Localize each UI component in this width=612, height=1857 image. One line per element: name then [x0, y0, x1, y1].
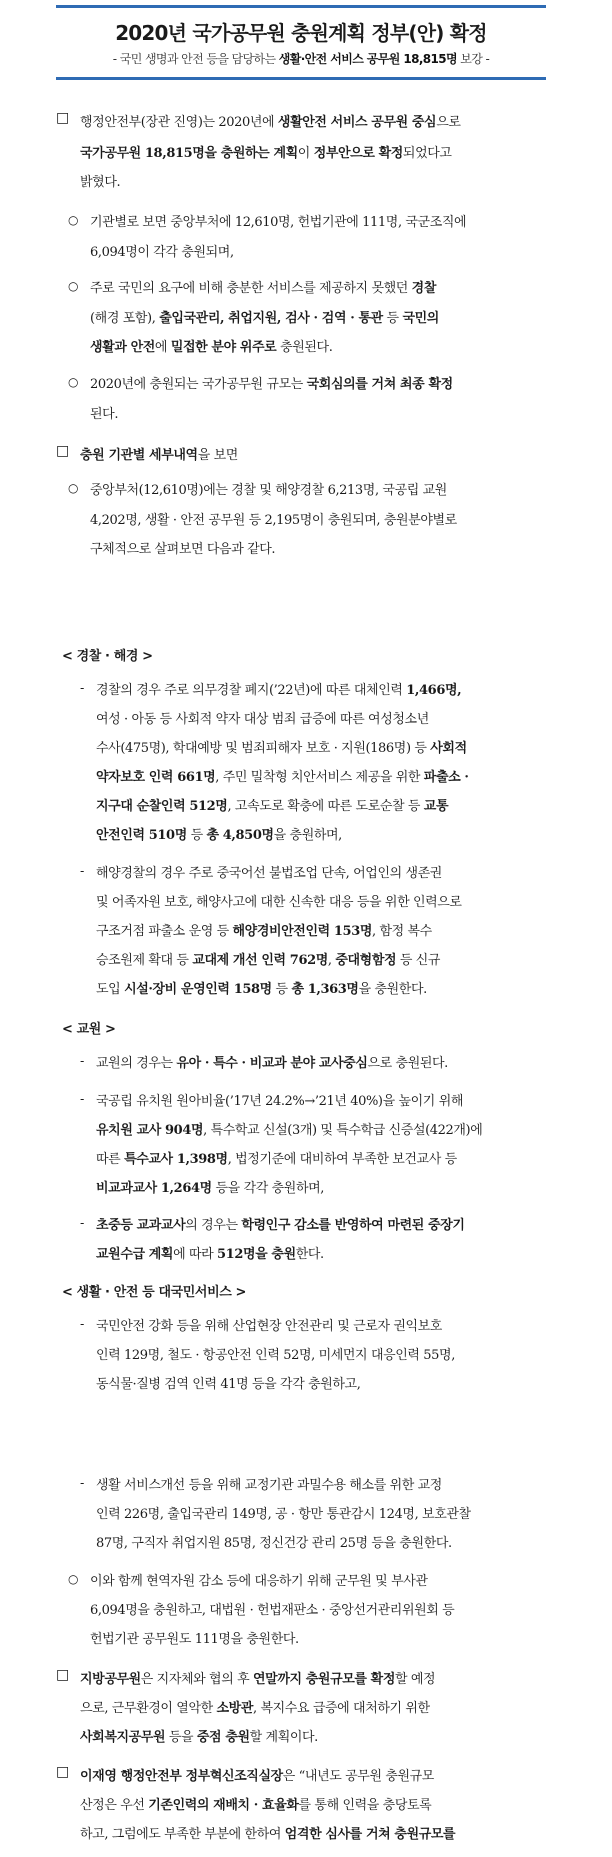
- paragraph-line: 2020년에 충원되는 국가공무원 규모는 국회심의를 거쳐 최종 확정: [90, 377, 453, 392]
- circle-bullet: ○: [68, 375, 79, 389]
- paragraph-line: 생활과 안전에 밀접한 분야 위주로 충원된다.: [90, 340, 333, 355]
- top-blue-rule: [56, 5, 546, 8]
- paragraph-line: 동식물·질병 검역 인력 41명 등을 각각 충원하고,: [96, 1377, 361, 1392]
- paragraph-line: 안전인력 510명 등 총 4,850명을 충원하며,: [96, 828, 342, 843]
- section-heading-public-services: < 생활 · 안전 등 대국민서비스 >: [62, 1285, 247, 1300]
- paragraph-line: 교원의 경우는 유아 · 특수 · 비교과 분야 교사중심으로 충원된다.: [96, 1056, 448, 1071]
- section-heading-teachers: < 교원 >: [62, 1022, 116, 1037]
- dash-bullet: -: [80, 1317, 84, 1331]
- paragraph-line: 중앙부처(12,610명)에는 경찰 및 해양경찰 6,213명, 국공립 교원: [90, 483, 447, 498]
- section-heading-police: < 경찰 · 해경 >: [62, 649, 153, 664]
- square-bullet: □: [56, 1764, 69, 1780]
- circle-bullet: ○: [68, 481, 79, 495]
- paragraph-line: 여성 · 아동 등 사회적 약자 대상 범죄 급증에 따른 여성청소년: [96, 712, 429, 727]
- paragraph-line: 주로 국민의 요구에 비해 충분한 서비스를 제공하지 못했던 경찰: [90, 281, 436, 296]
- paragraph-line: 사회복지공무원 등을 중점 충원할 계획이다.: [80, 1730, 318, 1745]
- paragraph-line: 하고, 그럼에도 부족한 부분에 한하여 엄격한 심사를 거쳐 충원규모를: [80, 1827, 456, 1842]
- subtitle-text-end: 보강 -: [457, 52, 490, 66]
- paragraph-line: 교원수급 계획에 따라 512명을 충원한다.: [96, 1247, 324, 1262]
- paragraph-line: 기관별로 보면 중앙부처에 12,610명, 헌법기관에 111명, 국군조직에: [90, 215, 467, 230]
- paragraph-line: 6,094명을 충원하고, 대법원 · 헌법재판소 · 중앙선거관리위원회 등: [90, 1603, 455, 1618]
- circle-bullet: ○: [68, 1572, 79, 1586]
- paragraph-line: 지구대 순찰인력 512명, 고속도로 확충에 따른 도로순찰 등 교통: [96, 799, 449, 814]
- paragraph-line: 지방공무원은 지자체와 협의 후 연말까지 충원규모를 확정할 예정: [80, 1672, 436, 1687]
- page-title: 2020년 국가공무원 충원계획 정부(안) 확정: [115, 21, 487, 45]
- dash-bullet: -: [80, 1476, 84, 1490]
- subtitle-text: - 국민 생명과 안전 등을 담당하는: [112, 52, 279, 66]
- paragraph-line: 초중등 교과교사의 경우는 학령인구 감소를 반영하여 마련된 중장기: [96, 1218, 465, 1233]
- paragraph-line: 87명, 구직자 취업지원 85명, 정신건강 관리 25명 등을 충원한다.: [96, 1536, 452, 1551]
- paragraph-line: 충원 기관별 세부내역을 보면: [80, 448, 238, 463]
- paragraph-line: 약자보호 인력 661명, 주민 밀착형 치안서비스 제공을 위한 파출소 ·: [96, 770, 469, 785]
- paragraph-line: 국공립 유치원 원아비율(’17년 24.2%→’21년 40%)을 높이기 위해: [96, 1094, 464, 1109]
- subtitle-highlight: 생활·안전 서비스 공무원 18,815명: [278, 52, 458, 66]
- paragraph-line: 국민안전 강화 등을 위해 산업현장 안전관리 및 근로자 권익보호: [96, 1319, 442, 1334]
- paragraph-line: 생활 서비스개선 등을 위해 교정기관 과밀수용 해소를 위한 교정: [96, 1478, 442, 1493]
- paragraph-line: 산정은 우선 기존인력의 재배치 · 효율화를 통해 인력을 충당토록: [80, 1798, 432, 1813]
- paragraph-line: 따른 특수교사 1,398명, 법정기준에 대비하여 부족한 보건교사 등: [96, 1152, 457, 1167]
- paragraph-line: 경찰의 경우 주로 의무경찰 폐지(’22년)에 따른 대체인력 1,466명,: [96, 683, 462, 698]
- paragraph-line: 인력 226명, 출입국관리 149명, 공 · 항만 통관감시 124명, 보호관찰: [96, 1507, 471, 1522]
- paragraph-line: 국가공무원 18,815명을 충원하는 계획이 정부안으로 확정되었다고: [80, 146, 452, 161]
- paragraph-line: 6,094명이 각각 충원되며,: [90, 245, 234, 260]
- dash-bullet: -: [80, 1054, 84, 1068]
- paragraph-line: 비교과교사 1,264명 등을 각각 충원하며,: [96, 1181, 324, 1196]
- paragraph-line: 4,202명, 생활 · 안전 공무원 등 2,195명이 충원되며, 충원분야별로: [90, 513, 457, 528]
- dash-bullet: -: [80, 681, 84, 695]
- paragraph-line: 수사(475명), 학대예방 및 범죄피해자 보호 · 지원(186명) 등 사회적: [96, 741, 467, 756]
- paragraph-line: 및 어족자원 보호, 해양사고에 대한 신속한 대응 등을 위한 인력으로: [96, 895, 462, 910]
- dash-bullet: -: [80, 1216, 84, 1230]
- paragraph-line: 인력 129명, 철도 · 항공안전 인력 52명, 미세먼지 대응인력 55명,: [96, 1348, 455, 1363]
- paragraph-line: 행정안전부(장관 진영)는 2020년에 생활안전 서비스 공무원 중심으로: [80, 115, 461, 130]
- circle-bullet: ○: [68, 213, 79, 227]
- bottom-blue-rule: [56, 77, 546, 80]
- square-bullet: □: [56, 1667, 69, 1683]
- paragraph-line: 헌법기관 공무원도 111명을 충원한다.: [90, 1632, 299, 1647]
- paragraph-line: 이와 함께 현역자원 감소 등에 대응하기 위해 군무원 및 부사관: [90, 1574, 428, 1589]
- paragraph-line: 도입 시설·장비 운영인력 158명 등 총 1,363명을 충원한다.: [96, 982, 427, 997]
- paragraph-line: 승조원제 확대 등 교대제 개선 인력 762명, 중대형함정 등 신규: [96, 953, 441, 968]
- paragraph-line: 밝혔다.: [80, 175, 121, 190]
- square-bullet: □: [56, 110, 69, 126]
- square-bullet: □: [56, 443, 69, 459]
- paragraph-line: 이재영 행정안전부 정부혁신조직실장은 “내년도 공무원 충원규모: [80, 1769, 434, 1784]
- paragraph-line: (해경 포함), 출입국관리, 취업지원, 검사 · 검역 · 통관 등 국민의: [90, 311, 439, 326]
- dash-bullet: -: [80, 1092, 84, 1106]
- paragraph-line: 구체적으로 살펴보면 다음과 같다.: [90, 542, 276, 557]
- page-subtitle: [56, 50, 546, 67]
- circle-bullet: ○: [68, 279, 79, 293]
- dash-bullet: -: [80, 864, 84, 878]
- paragraph-line: 해양경찰의 경우 주로 중국어선 불법조업 단속, 어업인의 생존권: [96, 866, 442, 881]
- paragraph-line: 유치원 교사 904명, 특수학교 신설(3개) 및 특수학급 신증설(422개)에: [96, 1123, 483, 1138]
- paragraph-line: 구조거점 파출소 운영 등 해양경비안전인력 153명, 함정 복수: [96, 924, 432, 939]
- paragraph-line: 된다.: [90, 407, 119, 422]
- paragraph-line: 으로, 근무환경이 열악한 소방관, 복지수요 급증에 대처하기 위한: [80, 1701, 430, 1716]
